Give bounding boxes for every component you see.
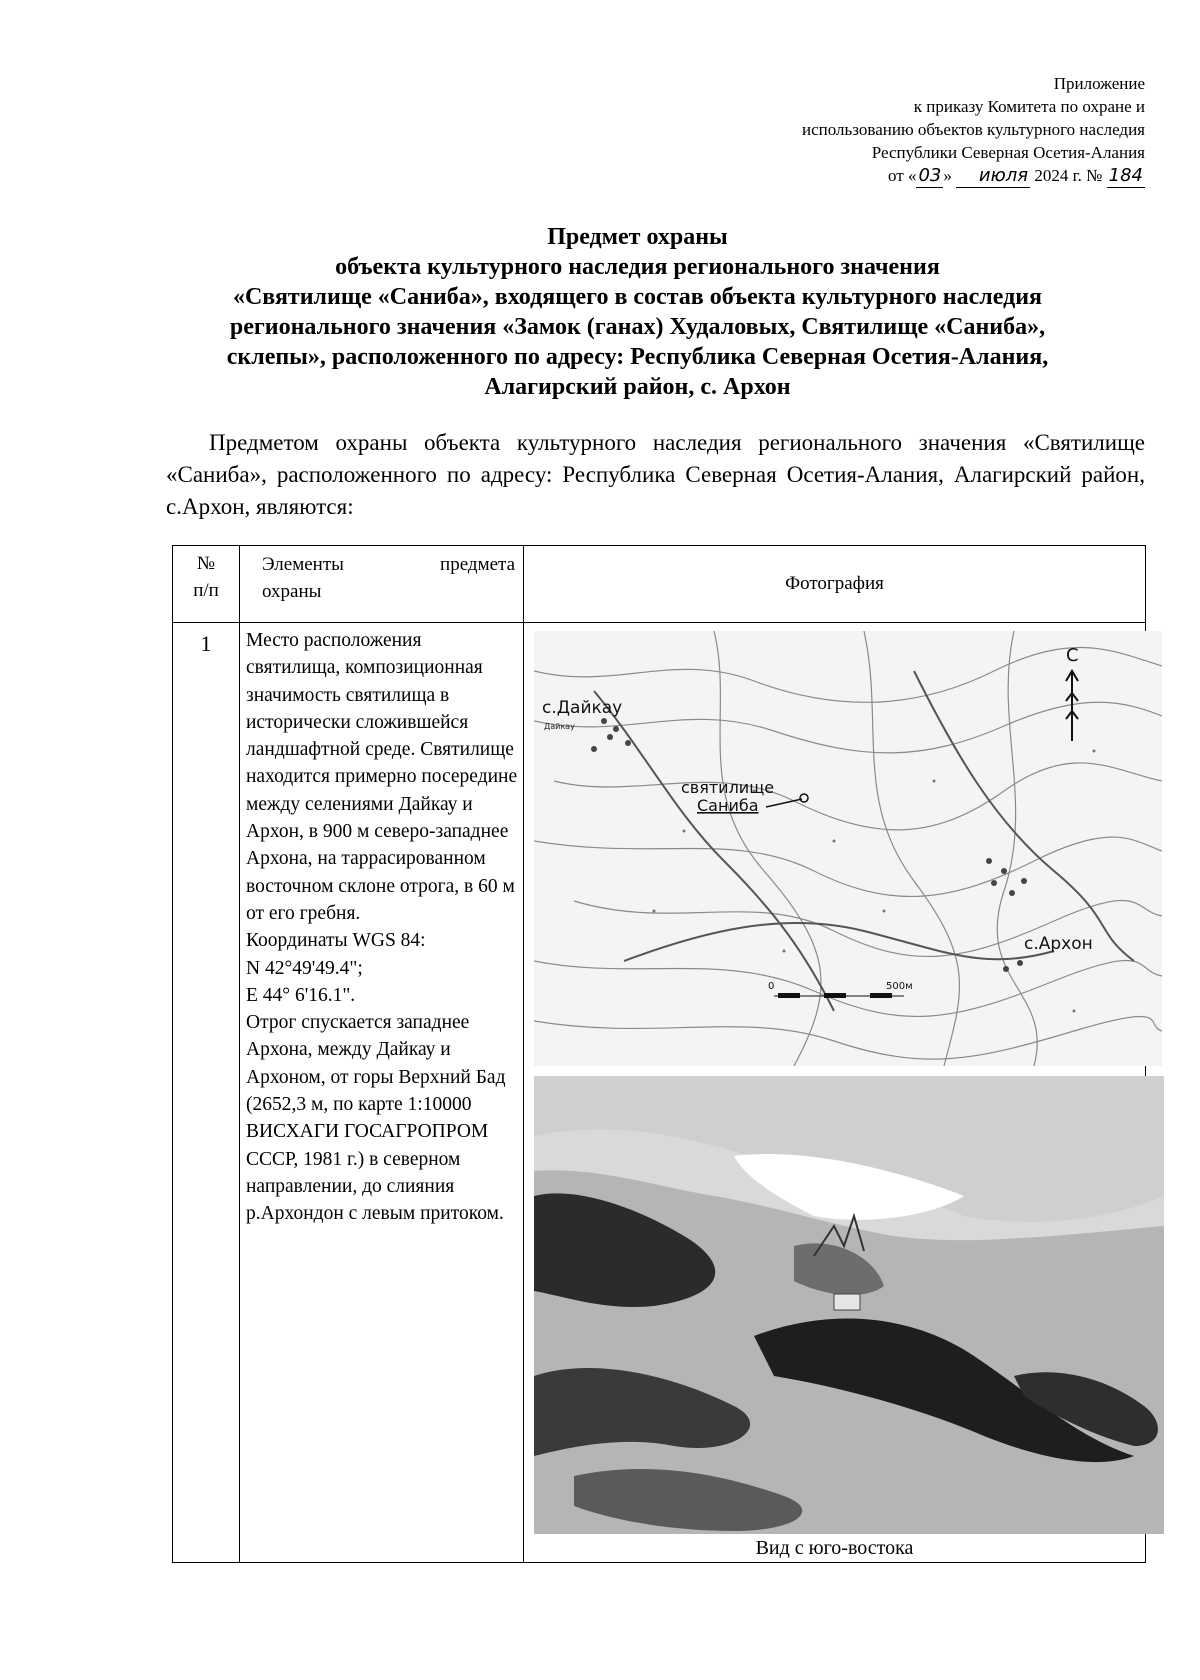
- protection-table: [172, 545, 1146, 1563]
- scale-zero: 0: [768, 981, 775, 992]
- appendix-line: использованию объектов культурного наследия: [802, 120, 1145, 139]
- order-date-line: [802, 164, 1145, 188]
- map-label-daikau: с.Дайкау: [542, 698, 623, 718]
- appendix-header: [802, 72, 1145, 188]
- north-label: С: [1066, 645, 1079, 666]
- appendix-line: к приказу Комитета по охране и: [913, 97, 1145, 116]
- title-line: регионального значения «Замок (ганах) Худаловых, Святилище «Саниба»,: [229, 314, 1046, 340]
- title-line: «Святилище «Саниба», входящего в состав объекта культурного наследия: [232, 284, 1043, 310]
- header-elements: [240, 546, 524, 623]
- sanctuary-building: [834, 1294, 860, 1310]
- appendix-line: Приложение: [1053, 74, 1145, 93]
- photo-caption: Вид с юго-востока: [755, 1537, 914, 1559]
- intro-paragraph: Предметом охраны объекта культурного наследия регионального значения «Святилище «Саниба», расположенного по адресу: Республика Северная Осетия-Алания, Алагирский район, с.Архон, являются:: [166, 430, 1145, 519]
- date-mid: »: [943, 166, 952, 185]
- coordinates-title: Координаты WGS 84:: [246, 930, 426, 952]
- handwritten-month: июля: [956, 164, 1030, 188]
- title-line: Предмет охраны: [547, 224, 728, 250]
- row-number: 1: [173, 623, 240, 1563]
- handwritten-order-number: 184: [1108, 165, 1143, 186]
- row-photos: [524, 623, 1146, 1563]
- map-label-daikau-small: Дайкау: [544, 722, 575, 731]
- scale-end: 500м: [886, 981, 913, 992]
- header-number-line: №: [196, 553, 216, 574]
- elements-text: Место расположения святилища, композиционная значимость святилища в исторически сложившейся ландшафтной среде. Святилище находится примерно посередине между селениями Дайкау и Архон, в 900 м северо-западнее Архона, на таррасированном восточном склоне отрога, в 60 м от его гребня.: [246, 630, 518, 924]
- map-label-arkhon: с.Архон: [1024, 934, 1093, 954]
- row-elements: [240, 623, 524, 1563]
- document-title: [120, 222, 1155, 402]
- header-elements-line: охраны: [262, 581, 322, 602]
- topographic-map: [534, 631, 1162, 1066]
- title-line: Алагирский район, с. Архон: [484, 374, 791, 400]
- date-year: 2024 г. №: [1034, 166, 1103, 185]
- handwritten-day: 03: [918, 165, 942, 186]
- header-elements-line: Элементы предмета: [262, 554, 515, 575]
- header-photo: Фотография: [524, 546, 1146, 623]
- header-number-line: п/п: [193, 580, 219, 601]
- table-row: [173, 623, 1146, 1563]
- header-number: [173, 546, 240, 623]
- coordinates-east: E 44° 6'16.1".: [246, 984, 356, 1006]
- map-label-sanctuary-2: Саниба: [697, 796, 759, 815]
- table-header-row: [173, 546, 1146, 623]
- map-label-sanctuary-1: святилище: [681, 778, 775, 797]
- appendix-line: Республики Северная Осетия-Алания: [871, 143, 1145, 162]
- elements-text-continued: Отрог спускается западнее Архона, между Дайкау и Архоном, от горы Верхний Бад (2652,3 м, по карте 1:10000 ВИСХАГИ ГОСАГРОПРОМ СССР, 1981 г.) в северном направлении, до слияния р.Архондон с левым притоком.: [246, 1012, 506, 1225]
- landscape-photo: [534, 1076, 1164, 1534]
- title-line: объекта культурного наследия регионального значения: [335, 254, 940, 280]
- date-prefix: от «: [887, 166, 917, 185]
- coordinates-north: N 42°49'49.4";: [246, 957, 363, 979]
- title-line: склепы», расположенного по адресу: Республика Северная Осетия-Алания,: [226, 344, 1049, 370]
